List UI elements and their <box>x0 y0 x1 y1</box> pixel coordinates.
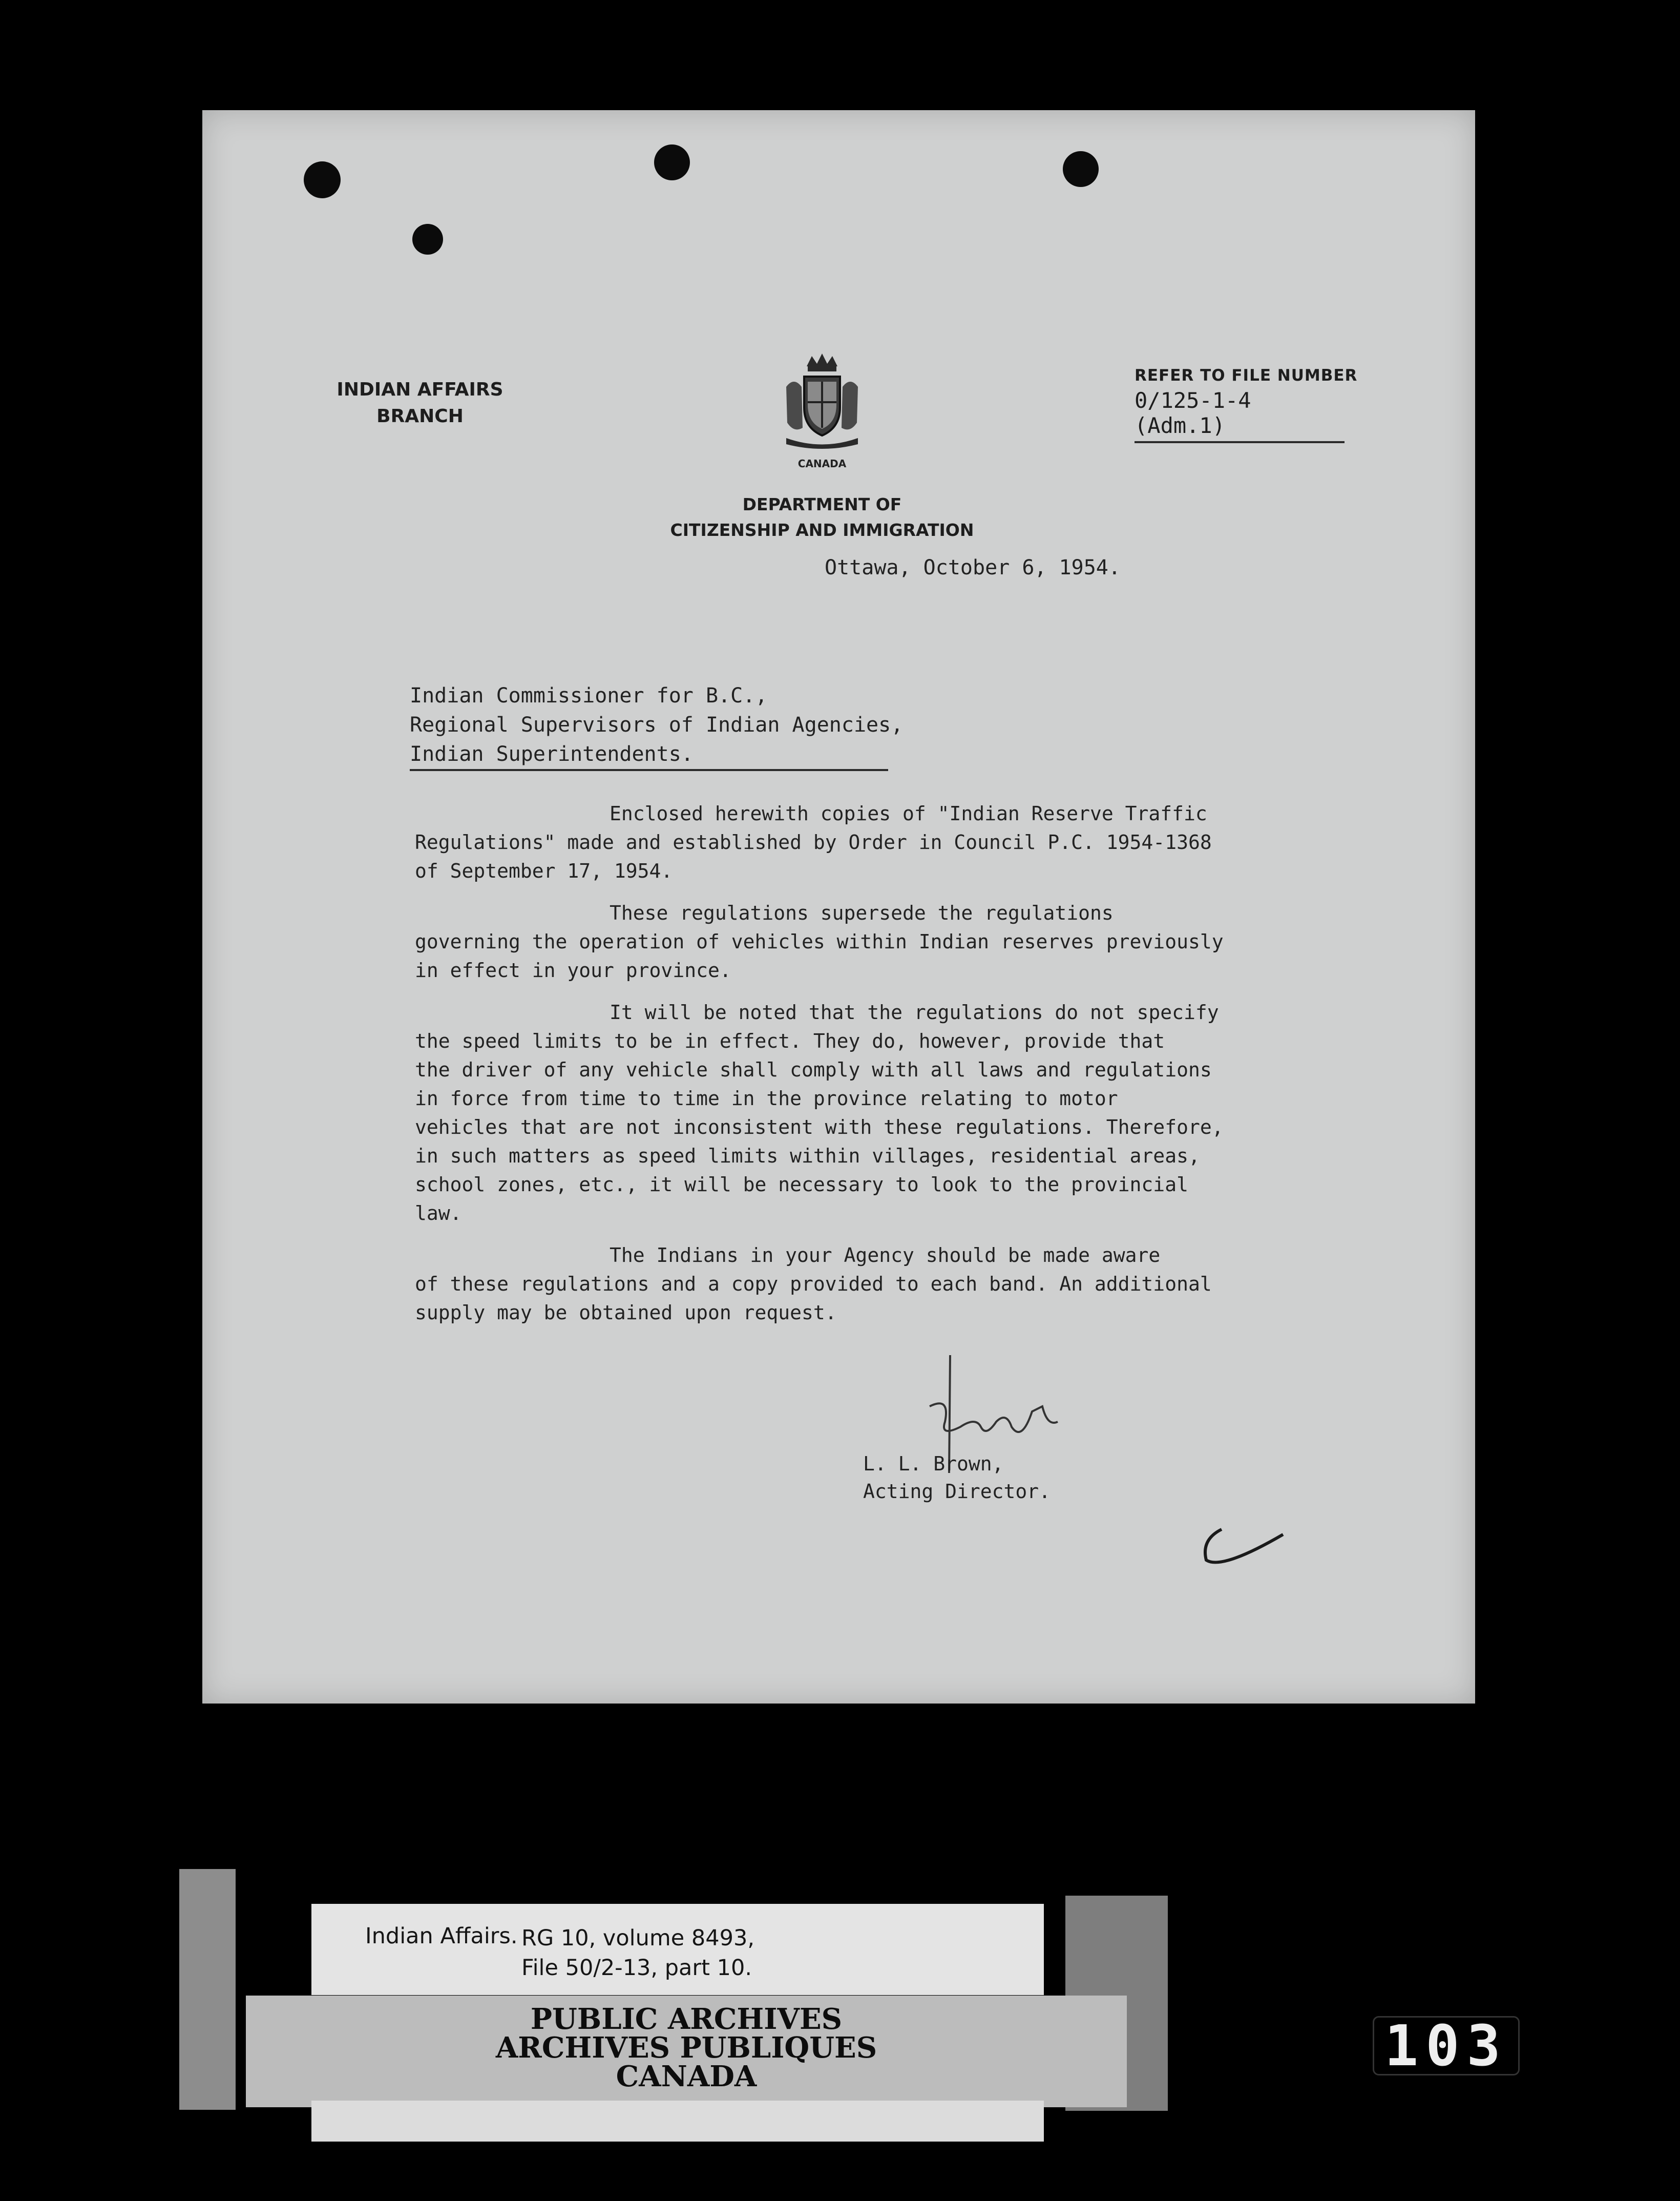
stamp-line: ARCHIVES PUBLIQUES <box>495 2031 877 2065</box>
addressee-line: Regional Supervisors of Indian Agencies, <box>410 713 904 737</box>
paragraph: These regulations supersede the regulations governing the operation of vehicles within Indian reserves previously in effect in your province. <box>415 902 1224 982</box>
crest <box>766 351 878 470</box>
branch-heading <box>335 377 505 430</box>
punch-hole <box>1063 151 1099 187</box>
archive-label <box>311 1904 1044 1995</box>
punch-hole <box>304 161 341 198</box>
stamp-line: CANADA <box>616 2060 757 2093</box>
letter-sheet <box>202 110 1475 1704</box>
reference-line: File 50/2-13, part 10. <box>521 1955 752 1981</box>
branch-line: BRANCH <box>376 406 464 427</box>
file-reference <box>1119 366 1385 443</box>
reference-label <box>521 1923 754 1983</box>
addressee-line: Indian Superintendents. <box>410 740 888 771</box>
paragraph: The Indians in your Agency should be made aware of these regulations and a copy provided to each band. An additional supply may be obtained upon request. <box>415 1244 1212 1324</box>
stamp-line: PUBLIC ARCHIVES <box>530 2002 843 2036</box>
addressee-block <box>410 681 903 771</box>
punch-hole <box>654 144 690 180</box>
film-bracket <box>179 1869 236 2110</box>
punch-hole <box>412 224 443 255</box>
paragraph: Enclosed herewith copies of "Indian Reserve Traffic Regulations" made and established by Order in Council P.C. 1954-1368 of September 17, 1954. <box>415 802 1212 882</box>
department-line: DEPARTMENT OF <box>742 494 902 514</box>
signature-block <box>863 1450 1051 1505</box>
crest-caption: CANADA <box>797 458 847 470</box>
handwritten-initial <box>1191 1514 1293 1575</box>
archives-stamp <box>246 1996 1127 2107</box>
signer-name: L. L. Brown, <box>863 1452 1004 1475</box>
fonds-label: Indian Affairs. <box>365 1923 518 1949</box>
department-line: CITIZENSHIP AND IMMIGRATION <box>670 520 974 540</box>
department-heading <box>663 492 981 543</box>
frame-number: 103 <box>1373 2016 1520 2075</box>
addressee-line: Indian Commissioner for B.C., <box>410 684 768 708</box>
letter-body <box>415 799 1311 1340</box>
file-number: 0/125-1-4 (Adm.1) <box>1135 388 1345 443</box>
paragraph: It will be noted that the regulations do not specify the speed limits to be in effect. They do, however, provide that the driver of any vehicle shall comply with all laws and regulations in force from time to time in the province relating to motor vehicles that are not inconsistent with these regulations. Therefore, in such matters as speed limits within villages, residential areas, school zones, etc., it will be necessary to look to the provincial law. <box>415 1001 1224 1224</box>
signer-title: Acting Director. <box>863 1480 1051 1503</box>
refer-label: REFER TO FILE NUMBER <box>1135 366 1358 385</box>
reference-line: RG 10, volume 8493, <box>521 1925 754 1951</box>
branch-line: INDIAN AFFAIRS <box>337 379 503 400</box>
coat-of-arms-icon <box>776 351 868 453</box>
label-strip-lower <box>311 2101 1044 2142</box>
date-line: Ottawa, October 6, 1954. <box>825 556 1121 579</box>
